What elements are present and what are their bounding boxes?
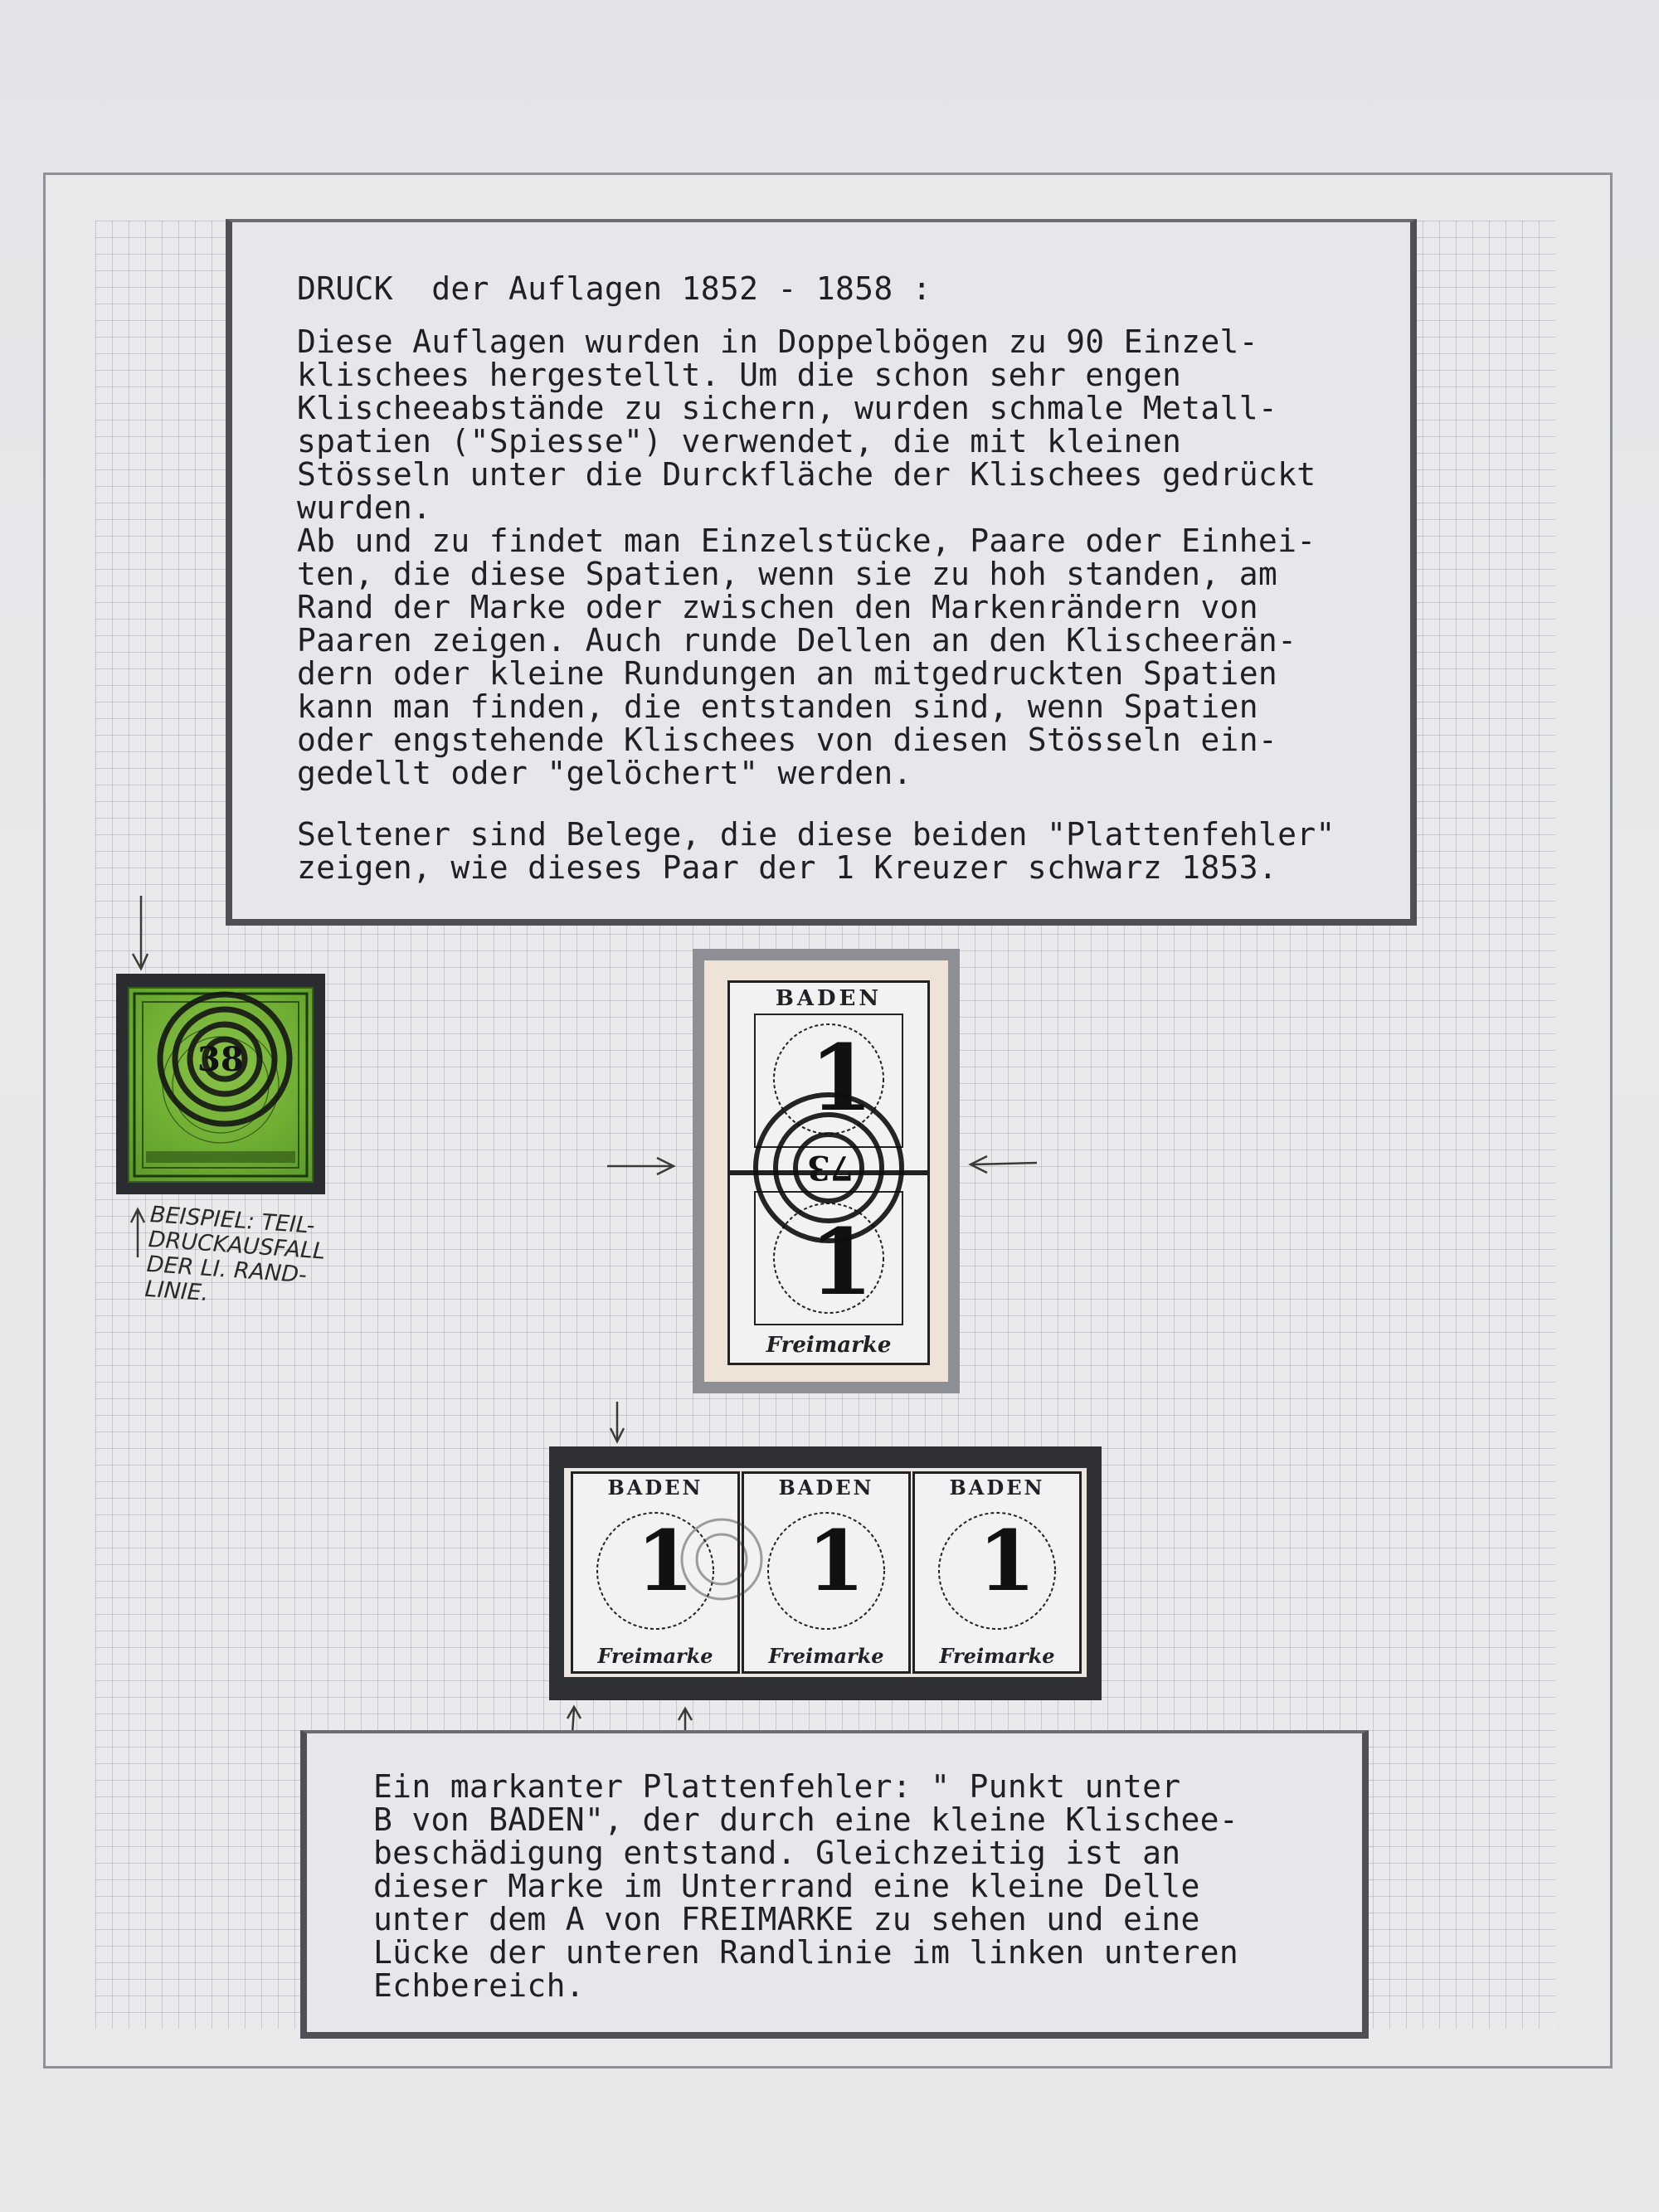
strip-right-denomination: 1 bbox=[978, 1512, 1036, 1610]
pair-upper-denomination: 1 bbox=[810, 1024, 873, 1131]
pair-lower-bottom-label: Freimarke bbox=[766, 1333, 892, 1358]
strip-left-top-label: BADEN bbox=[607, 1475, 703, 1500]
strip-middle-top-label: BADEN bbox=[778, 1475, 874, 1500]
strip-left-bottom-label: Freimarke bbox=[597, 1644, 713, 1668]
box-paragraph-main: Diese Auflagen wurden in Doppelbögen zu 90 Einzel- klischees hergestellt. Um die schon sehr engen Klischeeabstände zu sichern, wurden schmale Metall- spatien ("Spiesse") verwendet, die mit kleinen Stösseln unter die Durckfläche der Klischees gedrückt wurden. Ab und zu findet man Einzelstücke, Paare oder Einhei- ten, die diese Spatien, wenn sie zu hoh standen, am Rand der Marke oder zwischen den Markenrändern von Paaren zeigen. Auch runde Dellen an den Klischeerän- dern oder kleine Rundungen an mitgedruckten Spatien kann man finden, die entstanden sind, wenn Spatien oder engstehende Klischees von diesen Stösseln ein- gedellt oder "gelöchert" werden. bbox=[297, 323, 1316, 791]
green-stamp-cancel-number: 38 bbox=[197, 1040, 244, 1079]
strip-middle-bottom-label: Freimarke bbox=[768, 1644, 884, 1668]
pair-upper-top-label: BADEN bbox=[775, 986, 883, 1011]
pair-lower-denomination: 1 bbox=[810, 1208, 873, 1315]
arrow-left-pair-icon bbox=[972, 1163, 1037, 1164]
strip-left-denomination: 1 bbox=[636, 1512, 694, 1610]
strip-middle-denomination: 1 bbox=[807, 1512, 865, 1610]
handwritten-note: BEISPIEL: TEIL- DRUCKAUSFALL DER LI. RAND- LINIE. bbox=[144, 1202, 327, 1307]
strip-right-top-label: BADEN bbox=[949, 1475, 1045, 1500]
pair-cancel-number: 73 bbox=[807, 1148, 854, 1187]
description-box-bottom bbox=[300, 1730, 1369, 2039]
bottom-box-text: Ein markanter Plattenfehler: " Punkt unter B von BADEN", der durch eine kleine Klischee- beschädigung entstand. Gleichzeitig ist an dieser Marke im Unterrand eine kleine Delle unter dem A von FREIMARKE zu sehen und eine Lücke der unteren Randlinie im linken unteren Echbereich. bbox=[373, 1768, 1239, 2004]
box-paragraph-rarity: Seltener sind Belege, die diese beiden "Plattenfehler" zeigen, wie dieses Paar der 1 Kreuzer schwarz 1853. bbox=[297, 816, 1335, 886]
strip-right-bottom-label: Freimarke bbox=[939, 1644, 1055, 1668]
box-heading: DRUCK der Auflagen 1852 - 1858 : bbox=[297, 270, 932, 307]
